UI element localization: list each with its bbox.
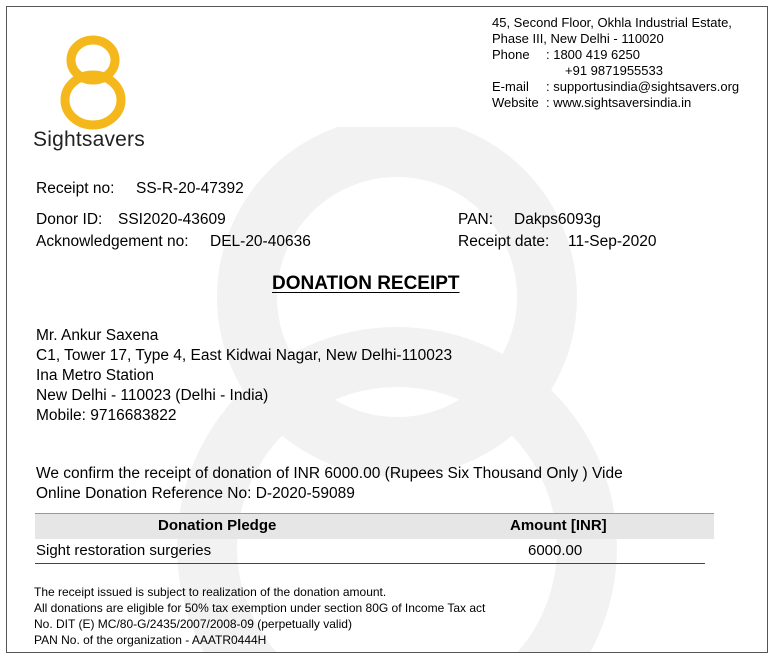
phone-number-2: +91 9871955533 (565, 63, 663, 78)
donor-address-line-1: C1, Tower 17, Type 4, East Kidwai Nagar, New Delhi-110023 (36, 347, 453, 364)
pledge-cell: Sight restoration surgeries (36, 542, 212, 559)
org-address-line-2: Phase III, New Delhi - 110020 (492, 31, 664, 46)
acknowledgement-value: DEL-20-40636 (210, 233, 311, 250)
donor-id-value: SSI2020-43609 (118, 211, 226, 228)
confirmation-line-1: We confirm the receipt of donation of INR 6000.00 (Rupees Six Thousand Only ) Vide (36, 465, 623, 482)
donor-mobile: Mobile: 9716683822 (36, 407, 177, 424)
email-label: E-mail (492, 79, 529, 94)
footer-note-1: The receipt issued is subject to realization of the donation amount. (34, 585, 387, 599)
table-row-divider (35, 563, 705, 564)
website-label: Website (492, 95, 539, 110)
brand-name: Sightsavers (33, 128, 145, 151)
footer-note-2: All donations are eligible for 50% tax exemption under section 80G of Income Tax act (34, 601, 486, 615)
footer-note-3: No. DIT (E) MC/80-G/2435/2007/2008-09 (perpetually valid) (34, 617, 352, 631)
org-address-line-1: 45, Second Floor, Okhla Industrial Estate, (492, 15, 732, 30)
column-header-pledge: Donation Pledge (158, 517, 277, 534)
receipt-title: DONATION RECEIPT (272, 273, 460, 294)
donor-address-line-3: New Delhi - 110023 (Delhi - India) (36, 387, 269, 404)
acknowledgement-label: Acknowledgement no: (36, 233, 189, 250)
receipt-no-value: SS-R-20-47392 (136, 180, 244, 197)
pan-value: Dakps6093g (514, 211, 602, 228)
receipt-page (6, 6, 768, 653)
amount-cell: 6000.00 (528, 542, 583, 559)
phone-label: Phone (492, 47, 530, 62)
donor-name: Mr. Ankur Saxena (36, 327, 159, 344)
receipt-date-label: Receipt date: (458, 233, 550, 250)
confirmation-line-2: Online Donation Reference No: D-2020-59089 (36, 485, 355, 502)
donor-address-line-2: Ina Metro Station (36, 367, 155, 384)
donor-id-label: Donor ID: (36, 211, 103, 228)
column-header-amount: Amount [INR] (510, 517, 607, 534)
receipt-no-label: Receipt no: (36, 180, 115, 197)
footer-note-4: PAN No. of the organization - AAATR0444H (34, 633, 267, 647)
table-header (35, 513, 714, 539)
receipt-date-value: 11-Sep-2020 (568, 233, 657, 250)
phone-number-1: : 1800 419 6250 (546, 47, 640, 62)
website-value: : www.sightsaversindia.in (546, 95, 692, 110)
email-value: : supportusindia@sightsavers.org (546, 79, 740, 94)
pan-label: PAN: (458, 211, 494, 228)
sightsavers-logo-icon (47, 32, 147, 132)
